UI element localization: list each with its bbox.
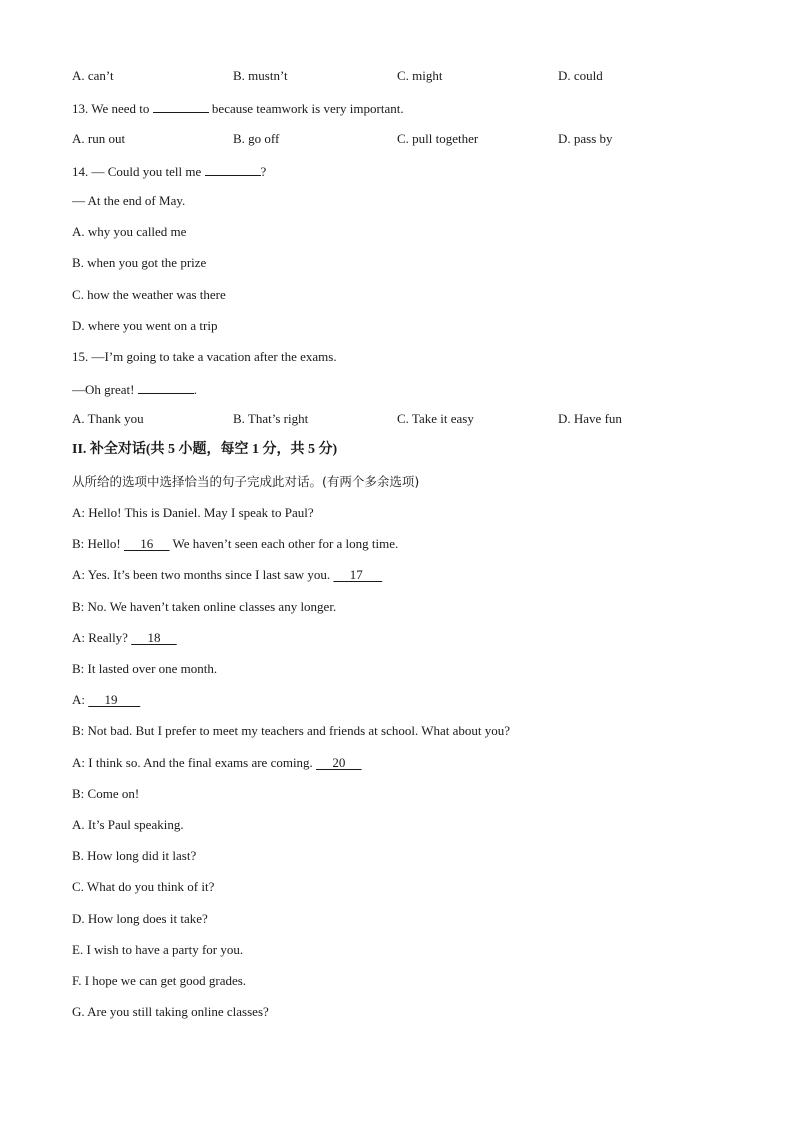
q15-reply	[72, 380, 197, 398]
q15-stem: 15. —I’m going to take a vacation after the exams.	[72, 349, 337, 364]
q14-option-d: D. where you went on a trip	[72, 318, 218, 333]
dialogue-line-3-before: A: Yes. It’s been two months since I last saw you.	[72, 567, 334, 582]
blank-20: 20	[316, 755, 362, 770]
q14-answer-blank	[205, 162, 261, 176]
q13-option-b: B. go off	[233, 131, 280, 146]
q15-reply-after: .	[193, 382, 197, 397]
q14-answer-line: — At the end of May.	[72, 193, 186, 208]
dialogue-line-8: B: Not bad. But I prefer to meet my teachers and friends at school. What about you?	[72, 723, 511, 738]
blank-16: 16	[124, 536, 170, 551]
q13-option-a: A. run out	[72, 131, 126, 146]
choice-f: F. I hope we can get good grades.	[72, 973, 247, 988]
q12-option-a: A. can’t	[72, 68, 114, 83]
dialogue-line-2-before: B: Hello!	[72, 536, 124, 551]
choice-e: E. I wish to have a party for you.	[72, 942, 244, 957]
dialogue-line-5-before: A: Really?	[72, 630, 132, 645]
q15-option-c: C. Take it easy	[397, 411, 474, 426]
dialogue-line-7	[72, 692, 140, 708]
dialogue-line-9	[72, 755, 362, 771]
blank-17: 17	[333, 567, 383, 582]
dialogue-line-7-before: A:	[72, 692, 89, 707]
dialogue-line-5	[72, 630, 177, 646]
dialogue-line-3	[72, 567, 382, 583]
blank-19: 19	[88, 692, 141, 707]
q14-stem-after: ?	[260, 164, 267, 179]
choice-a: A. It’s Paul speaking.	[72, 817, 184, 832]
choice-g: G. Are you still taking online classes?	[72, 1004, 269, 1019]
q14-option-b: B. when you got the prize	[72, 255, 207, 270]
dialogue-line-6: B: It lasted over one month.	[72, 661, 218, 676]
q14-stem-before: 14. — Could you tell me	[72, 164, 205, 179]
q12-option-d: D. could	[558, 68, 603, 83]
dialogue-line-2-after: We haven’t seen each other for a long time.	[169, 536, 399, 551]
q15-option-d: D. Have fun	[558, 411, 622, 426]
q13-stem-after: because teamwork is very important.	[208, 101, 404, 116]
dialogue-line-9-before: A: I think so. And the final exams are coming.	[72, 755, 317, 770]
q14-option-c: C. how the weather was there	[72, 287, 226, 302]
q15-option-b: B. That’s right	[233, 411, 309, 426]
dialogue-line-2	[72, 536, 398, 552]
blank-18: 18	[131, 630, 177, 645]
choice-d: D. How long does it take?	[72, 911, 208, 926]
q15-reply-before: —Oh great!	[72, 382, 138, 397]
choice-c: C. What do you think of it?	[72, 879, 215, 894]
q12-option-b: B. mustn’t	[233, 68, 288, 83]
dialogue-line-1: A: Hello! This is Daniel. May I speak to Paul?	[72, 505, 314, 520]
q13-option-c: C. pull together	[397, 131, 479, 146]
section-instruction: 从所给的选项中选择恰当的句子完成此对话。(有两个多余选项)	[72, 474, 420, 489]
q15-option-a: A. Thank you	[72, 411, 144, 426]
q14-option-a: A. why you called me	[72, 224, 187, 239]
dialogue-line-10: B: Come on!	[72, 786, 140, 801]
q13-stem	[72, 99, 404, 117]
choice-b: B. How long did it last?	[72, 848, 197, 863]
q12-option-c: C. might	[397, 68, 443, 83]
dialogue-line-4: B: No. We haven’t taken online classes any longer.	[72, 599, 337, 614]
q13-stem-before: 13. We need to	[72, 101, 153, 116]
q13-option-d: D. pass by	[558, 131, 613, 146]
q14-stem	[72, 162, 266, 180]
section-heading: II. 补全对话(共 5 小题，每空 1 分，共 5 分)	[72, 442, 338, 457]
q15-answer-blank	[138, 380, 194, 394]
q13-answer-blank	[153, 99, 209, 113]
